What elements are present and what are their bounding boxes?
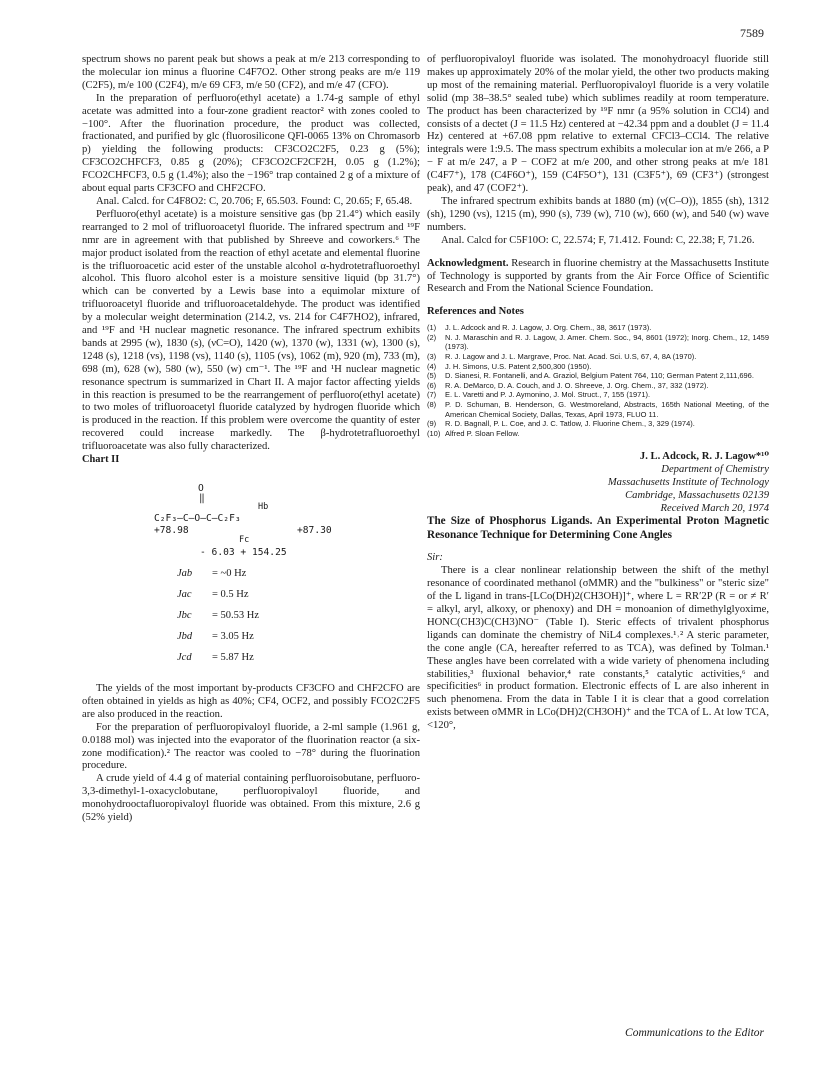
acknowledgment — [427, 258, 769, 297]
struct-main-chain: C₂F₃—C—O—C—C₂F₃ — [154, 513, 241, 524]
acknowledgment-text: Research in fluorine chemistry at the Massachusetts Institute of Technology is supported by grants from the Air Force Office of Scientific Research and From the National Science Foundation. — [427, 257, 769, 295]
article-body: There is a clear nonlinear relationship between the shift of the methyl resonance of coordinated methanol (σMMR) and the "bulkiness" or "steric size" of the L ligand in trans-[LCo(DH)2(CH3OH)]⁺, where L = RR′2P (R = or ≠ R′ = alkyl, aryl, alkoxy, or phenoxy) and DH = monoanion of dimethylglyoxime, HONC(CH3)C(CH3)NO⁻ (Table I). Steric effects of trivalent phosphorus ligands can dominate the chemistry of NiL4 complexes.¹˒² A steric parameter, the cone angle (CA, hereafter referred to as TCA), was defined by Tolman.¹ These angles have been correlated with a wide variety of phenomena including stabilities,³ fluxional behavior,⁴ rate constants,⁵ catalytic activities,⁶ and specificities⁶ in product formation. Electronic effects of L are also inherent in such phenomena. From the data in Table I it is clear that a good correlation exists between σMMR in LCo(DH)2(CH3OH)⁺ and the TCA of L. At low TCA, <120°, — [427, 565, 769, 732]
reference-item — [427, 390, 769, 400]
page-number: 7589 — [740, 26, 764, 40]
reference-text: J. L. Adcock and R. J. Lagow, J. Org. Chem., 38, 3617 (1973). — [445, 323, 652, 333]
coupling-label: Jac — [177, 589, 192, 600]
reference-text: P. D. Schuman, B. Henderson, G. Westmoreland, Abstracts, 165th National Meeting, of the American Chemical Society, Dallas, Texas, April 1973, FLUO 11. — [445, 399, 769, 419]
coupling-value: = 0.5 Hz — [212, 589, 249, 600]
reference-text: R. A. DeMarco, D. A. Couch, and J. O. Shreeve, J. Org. Chem., 37, 332 (1972). — [445, 380, 709, 390]
paragraph: Anal. Calcd for C5F10O: C, 22.574; F, 71.412. Found: C, 22.38; F, 71.26. — [441, 234, 755, 246]
reference-number: (6) — [427, 380, 437, 390]
reference-number: (3) — [427, 352, 437, 361]
references-list — [427, 323, 769, 438]
struct-hb: Hb — [258, 502, 269, 512]
paragraph: spectrum shows no parent peak but shows a peak at m/e 213 corresponding to the molecular ion minus a fluorine C4F7O2. Other strong peaks are m/e 119 (C2F5), m/e 100 (C2F4), m/e 69 CF3, m/e 50 (CF2), and m/e 47 (CFO). — [82, 54, 420, 91]
left-column — [82, 54, 420, 825]
reference-number: (1) — [427, 323, 437, 333]
reference-number: (7) — [427, 390, 437, 400]
struct-oxygen: O — [198, 483, 204, 494]
paragraph: The yields of the most important by-products CF3CFO and CHF2CFO are often obtained in yields as high as 40%; CF4, OCF2, and possibly FCO2C2F5 are also produced in the reaction. — [82, 683, 420, 720]
reference-text: N. J. Maraschin and R. J. Lagow, J. Amer. Chem. Soc., 94, 8601 (1972); Inorg. Chem., 12, 1459 (1973). — [445, 332, 769, 352]
coupling-label: Jbc — [177, 610, 192, 621]
authors: J. L. Adcock, R. J. Lagow*¹⁰ — [639, 451, 769, 463]
footer-section: Communications to the Editor — [625, 1027, 764, 1039]
author-signature — [427, 450, 769, 515]
salutation: Sir: — [427, 552, 443, 564]
right-column — [427, 54, 769, 733]
city: Cambridge, Massachusetts 02139 — [625, 490, 769, 502]
reference-number: (2) — [427, 332, 437, 342]
chart-title: Chart II — [82, 454, 120, 466]
reference-item — [427, 381, 769, 391]
reference-text: Alfred P. Sloan Fellow. — [445, 428, 520, 438]
paragraph: A crude yield of 4.4 g of material containing perfluoroisobutane, perfluoro-3,3-dimethyl-1-oxacyclobutane, perfluoropivaloyl fluoride, and monohydrooctafluoropivaloyl fluoride was obtained. From this mixture, 2.6 g (52% yield) — [82, 773, 420, 824]
coupling-value: = 50.53 Hz — [212, 610, 260, 621]
institution: Massachusetts Institute of Technology — [607, 477, 769, 489]
paragraph: of perfluoropivaloyl fluoride was isolated. The monohydroacyl fluoride still makes up approximately 20% of the molar yield, the other two products making up most of the remaining material. Perfluoropivaloyl fluoride is a very volatile solid (mp 38–38.5° sealed tube) which sublimes readily at room temperature. The product has been characterized by ¹⁹F nmr (a 95% solution in CCl4) and consists of a dectet (J = 11.5 Hz) centered at −42.34 ppm and a doublet (J = 11.4 Hz) centered at +67.08 ppm relative to external CFCl3–CCl4. The relative integrals were 1:9.5. The mass spectrum exhibits a molecular ion at m/e 266, a P − F at m/e 247, a P − COF2 at m/e 200, and other strong peaks at m/e 181 (C4F7⁺), 178 (C4F6O⁺), 159 (C4F5O⁺), 131 (C3F5⁺), 69 (CF3⁺) (strongest peak), and 47 (COF2⁺). — [427, 54, 769, 195]
reference-number: (10) — [427, 428, 441, 438]
reference-text: R. J. Lagow and J. L. Margrave, Proc. Nat. Acad. Sci. U.S, 67, 4, 8A (1970). — [445, 352, 697, 361]
paragraph: Anal. Calcd. for C4F8O2: C, 20.706; F, 65.503. Found: C, 20.65; F, 65.48. — [96, 195, 413, 207]
reference-item — [427, 352, 769, 362]
paragraph: The infrared spectrum exhibits bands at 1880 (m) (ν(C–O)), 1855 (sh), 1312 (sh), 1290 (vs), 1215 (m), 990 (s), 739 (w), 710 (w), 660 (w), and 540 (w) wave numbers. — [427, 195, 769, 233]
reference-item — [427, 400, 769, 419]
reference-text: D. Sianesi, R. Fontanelli, and A. Graziol, Belgium Patent 764, 110; German Patent 2,111,696. — [445, 371, 754, 381]
coupling-label: Jbd — [177, 631, 193, 642]
paragraph: In the preparation of perfluoro(ethyl acetate) a 1.74-g sample of ethyl acetate was admitted into a four-zone gradient reactor² with zones cooled to −100°. After the fluorination procedure, the product was collected, fractionated, and purified by glc (fluorosilicone QFl-0065 13% on Chromasorb p) yielding the following products: CF3CO2C2F5, 0.23 g (5%); CF3CO2CHFCF3, 0.85 g (20%); CF3CO2CF2CF2H, 0.05 g (1.2%); FCO2CHFCF3, 0.5 g (1.4%); also the −196° trap contained 2 g of a mixture of about equal parts CF3CFO and CHF2CFO. — [82, 92, 420, 195]
shift-d: +87.30 — [297, 525, 332, 536]
article-title: The Size of Phosphorus Ligands. An Experimental Proton Magnetic Resonance Technique for Determining Cone Angles — [427, 515, 769, 541]
reference-text: J. H. Simons, U.S. Patent 2,500,300 (1950). — [445, 361, 592, 371]
received-date: Received March 20, 1974 — [660, 503, 769, 515]
paragraph: Perfluoro(ethyl acetate) is a moisture sensitive gas (bp 21.4°) which easily rearranged to 2 mol of trifluoroacetyl fluoride. The infrared spectrum and ¹⁹F nmr are in agreement with that published by Shreeve and coworkers.⁶ The major product isolated from the reaction of ethyl acetate and elemental fluorine is the trifluoroacetic acid ester of the unstable alcohol α-hydrotetrafluoroethyl alcohol. This fluoro alcohol ester is a moisture sensitive liquid (bp 31.7°) which can be converted by a Lewis base into a equimolar mixture of trifluoroacetyl fluoride and trifluoroacetaldehyde. The product was identified by a molecular weight determination (214.2, vs. 214 for C4F7HO2), infrared, and ¹⁹F and ¹H nuclear magnetic resonance. The infrared spectrum exhibits bands at 2995 (w), 1830 (s), (νC=O), 1420 (w), 1370 (w), 1331 (w), 1300 (s), 1248 (s), 1218 (vs), 1198 (vs), 1140 (s), 1105 (vs), 1062 (m), 920 (m), 733 (m), 698 (m), 628 (w), 580 (w), 550 (w) cm⁻¹. The ¹⁹F and ¹H nuclear magnetic resonance spectrum is summarized in Chart II. A major factor affecting yields in this reaction is presumed to be the rearrangement of perfluoro(ethyl acetate) to two moles of trifluoroacetyl fluoride catalyzed by hydrogen fluoride which is produced in the reaction. If this problem were overcome the quantity of ester recovered could increase markedly. The β-hydrotetrafluoroethyl trifluoroacetate was also fully characterized. — [82, 208, 420, 453]
reference-item — [427, 419, 769, 429]
reference-number: (5) — [427, 371, 437, 381]
coupling-label: Jcd — [177, 652, 192, 663]
coupling-value: = ~0 Hz — [212, 568, 247, 579]
coupling-value: = 5.87 Hz — [212, 652, 254, 663]
chart-ii — [82, 483, 420, 713]
reference-item — [427, 371, 769, 381]
reference-number: (4) — [427, 361, 437, 371]
reference-item — [427, 362, 769, 372]
acknowledgment-heading: Acknowledgment. — [427, 257, 509, 269]
paragraph: For the preparation of perfluoropivaloyl fluoride, a 2-ml sample (1.961 g, 0.0188 mol) was injected into the evaporator of the fluorination reactor (a six-zone modification).² The reactor was cooled to −78° during the fluorination procedure. — [82, 721, 420, 772]
struct-double-bond: ‖ — [199, 493, 205, 504]
shift-a: +78.98 — [154, 525, 189, 536]
reference-number: (8) — [427, 399, 437, 409]
department: Department of Chemistry — [661, 464, 769, 476]
struct-fc: Fc — [239, 535, 250, 545]
shift-bc: - 6.03 + 154.25 — [200, 547, 287, 558]
reference-text: R. D. Bagnall, P. L. Coe, and J. C. Tatlow, J. Fluorine Chem., 3, 329 (1974). — [445, 419, 695, 429]
references-heading: References and Notes — [427, 306, 524, 318]
coupling-value: = 3.05 Hz — [212, 631, 254, 642]
reference-text: E. L. Varetti and P. J. Aymonino, J. Mol. Struct., 7, 155 (1971). — [445, 390, 651, 400]
reference-item — [427, 323, 769, 333]
reference-item — [427, 333, 769, 352]
reference-number: (9) — [427, 419, 437, 429]
reference-item — [427, 429, 769, 439]
coupling-label: Jab — [177, 568, 193, 579]
